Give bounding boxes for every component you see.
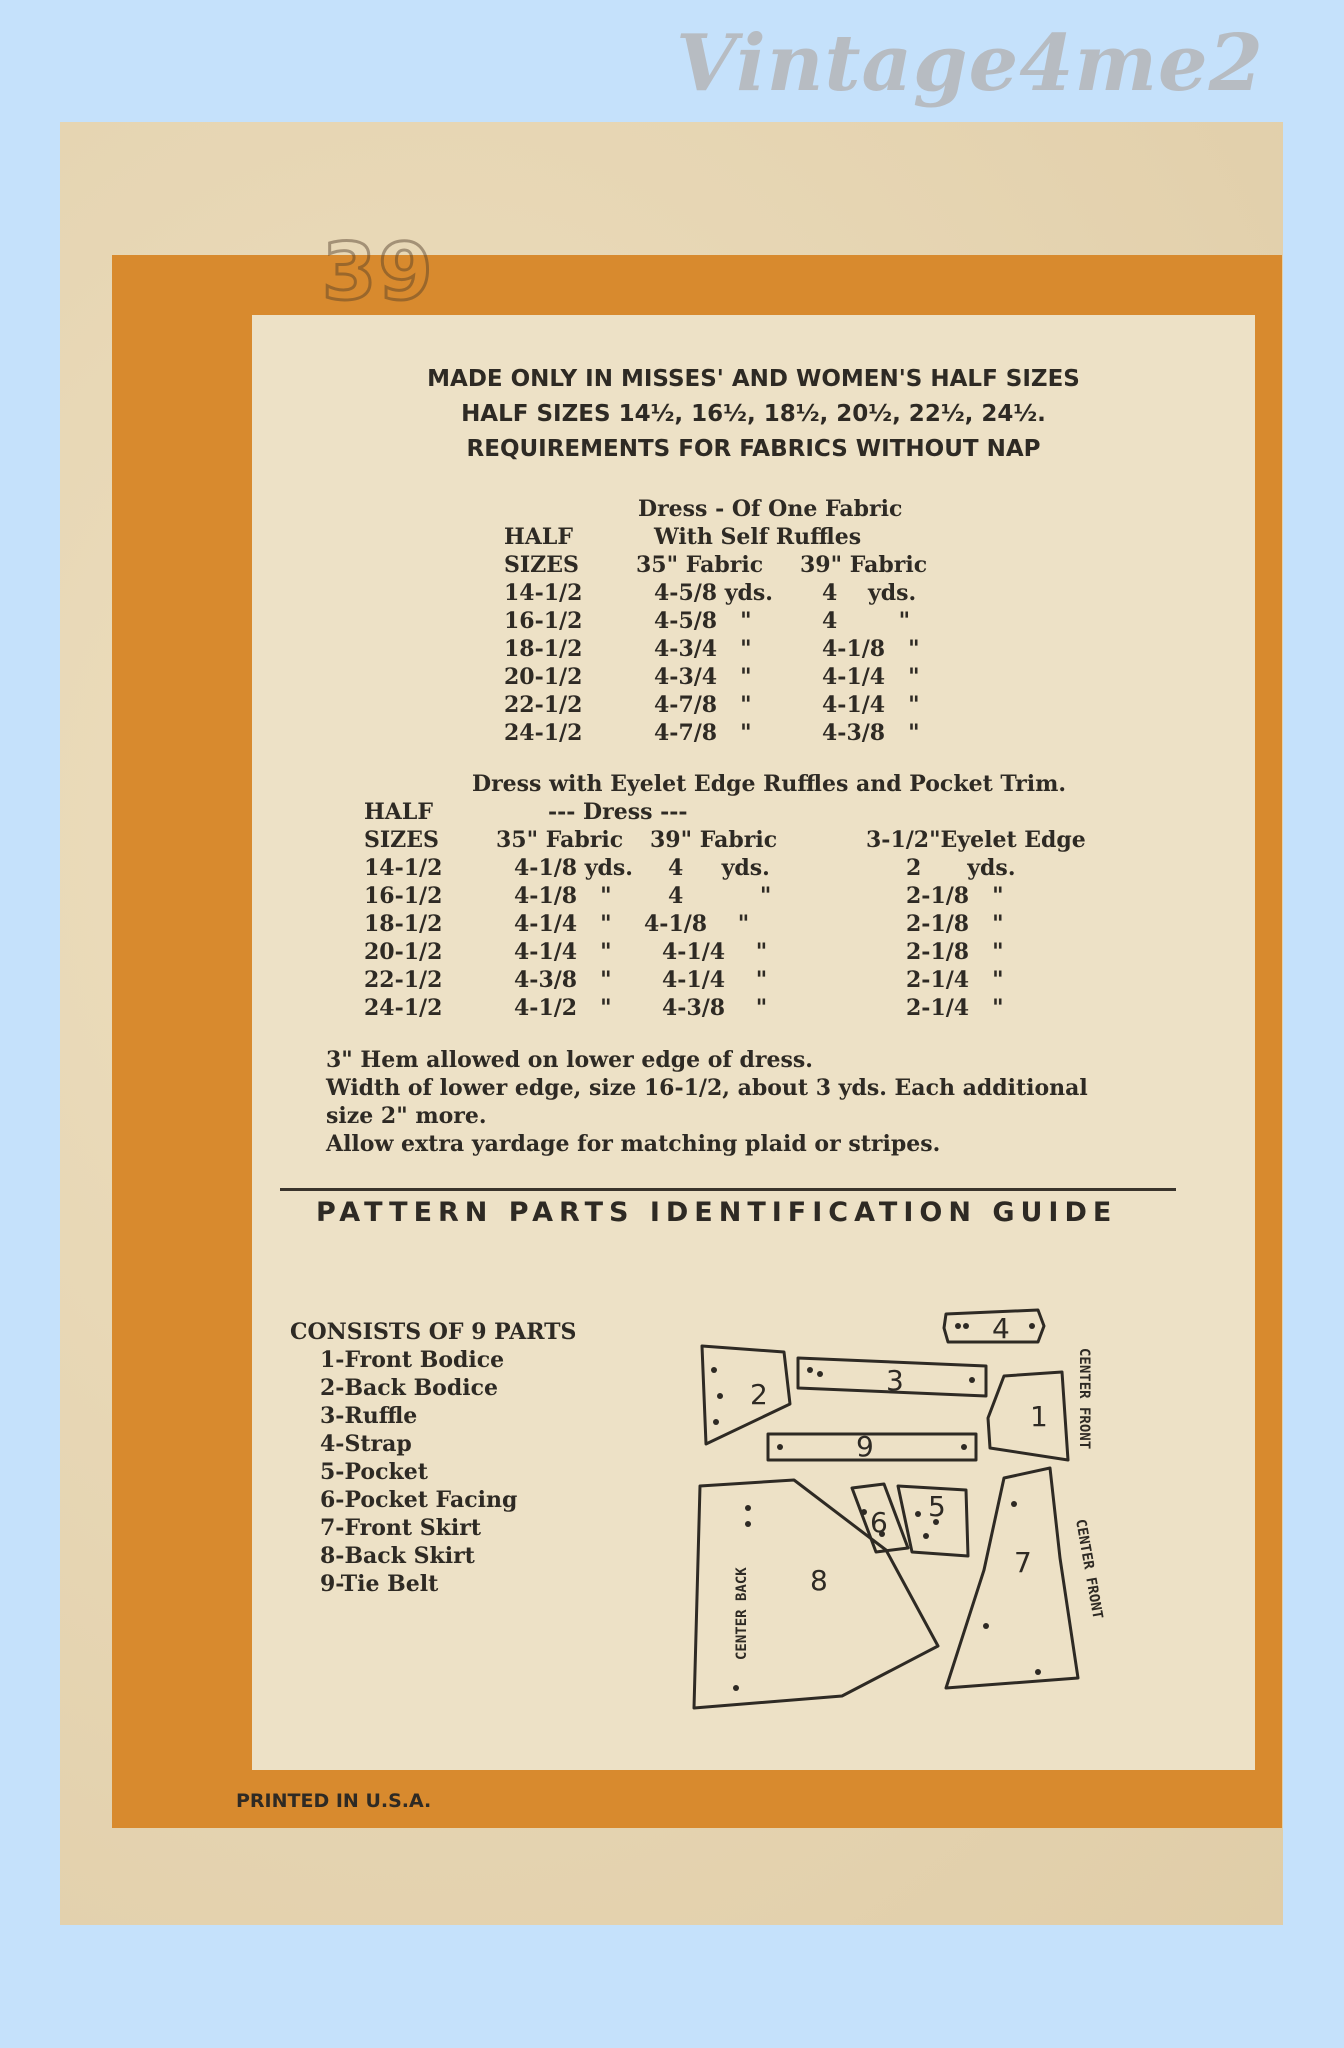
table-row-value: 4-1/4 " xyxy=(514,939,612,965)
table-row-value: 4-3/4 " xyxy=(654,636,752,662)
piece-1-front-bodice xyxy=(988,1372,1068,1460)
table-row-value: 4-1/8 " xyxy=(514,883,612,909)
notch-dot xyxy=(963,1323,969,1329)
table-row-value: 4-3/8 " xyxy=(514,967,612,993)
table1-subtitle: With Self Ruffles xyxy=(654,524,862,550)
notch-dot xyxy=(961,1444,967,1450)
table-row-value: 4 " xyxy=(668,883,772,909)
table-row-value: 4-3/8 " xyxy=(662,995,768,1021)
table-row-value: 4 " xyxy=(822,608,911,634)
table-row-value: 4-1/2 " xyxy=(514,995,612,1021)
notch-dot xyxy=(733,1685,739,1691)
table2-col-half: HALF xyxy=(364,799,433,825)
center-front-label: CENTER FRONT xyxy=(1072,1517,1106,1621)
table-row-value: 4 yds. xyxy=(668,855,770,881)
piece-number: 9 xyxy=(856,1430,874,1463)
watermark-logo: Vintage4me2 xyxy=(676,18,1264,109)
table-row-value: 2-1/8 " xyxy=(906,911,1004,937)
piece-number: 5 xyxy=(928,1490,946,1523)
notch-dot xyxy=(817,1371,823,1377)
table-row-value: 2-1/8 " xyxy=(906,939,1004,965)
notch-dot xyxy=(955,1323,961,1329)
table1-col-35: 35" Fabric xyxy=(636,552,764,578)
table-row-size: 22-1/2 xyxy=(504,692,583,718)
table-row-size: 20-1/2 xyxy=(504,664,583,690)
piece-number: 7 xyxy=(1014,1546,1032,1579)
list-item: 1-Front Bodice xyxy=(320,1347,505,1373)
table-row-size: 16-1/2 xyxy=(364,883,443,909)
notch-dot xyxy=(983,1623,989,1629)
table-row-value: 4-1/4 " xyxy=(822,692,920,718)
notch-dot xyxy=(717,1393,723,1399)
note-width: Width of lower edge, size 16-1/2, about 3 yds. Each additional xyxy=(326,1075,1088,1101)
table-row-size: 16-1/2 xyxy=(504,608,583,634)
table-row-value: 4-1/4 " xyxy=(662,939,768,965)
piece-2-back-bodice xyxy=(702,1346,790,1444)
table-row-value: 4-1/4 " xyxy=(514,911,612,937)
table2-title: Dress with Eyelet Edge Ruffles and Pocket Trim. xyxy=(472,771,1067,797)
table-row-value: 4-5/8 yds. xyxy=(654,580,773,606)
notch-dot xyxy=(1011,1501,1017,1507)
notch-dot xyxy=(923,1533,929,1539)
table-row-value: 2-1/8 " xyxy=(906,883,1004,909)
notch-dot xyxy=(969,1377,975,1383)
table-row-size: 14-1/2 xyxy=(504,580,583,606)
table-row-value: 2 yds. xyxy=(906,855,1016,881)
list-item: 5-Pocket xyxy=(320,1459,428,1485)
printed-in-usa: PRINTED IN U.S.A. xyxy=(236,1790,432,1812)
parts-count: CONSISTS OF 9 PARTS xyxy=(290,1319,577,1345)
table1-title: Dress - Of One Fabric xyxy=(638,496,903,522)
list-item: 8-Back Skirt xyxy=(320,1543,475,1569)
list-item: 2-Back Bodice xyxy=(320,1375,498,1401)
notch-dot xyxy=(777,1444,783,1450)
stamp-number: 39 xyxy=(322,228,435,318)
table2-col-eyelet: 3-1/2"Eyelet Edge xyxy=(866,827,1086,853)
table-row-size: 22-1/2 xyxy=(364,967,443,993)
center-back-label: CENTER BACK xyxy=(734,1567,750,1660)
table1-col-sizes: SIZES xyxy=(504,552,579,578)
section-divider xyxy=(280,1188,1176,1191)
table-row-value: 4-7/8 " xyxy=(654,692,752,718)
table-row-value: 2-1/4 " xyxy=(906,967,1004,993)
table-row-value: 4-1/4 " xyxy=(822,664,920,690)
notch-dot xyxy=(1029,1323,1035,1329)
table-row-value: 2-1/4 " xyxy=(906,995,1004,1021)
table-row-value: 4 yds. xyxy=(822,580,917,606)
table-row-value: 4-7/8 " xyxy=(654,720,752,746)
table-row-size: 20-1/2 xyxy=(364,939,443,965)
table2-col-dress: --- Dress --- xyxy=(548,799,688,825)
table-row-value: 4-3/8 " xyxy=(822,720,920,746)
list-item: 7-Front Skirt xyxy=(320,1515,481,1541)
piece-number: 6 xyxy=(870,1506,888,1539)
notch-dot xyxy=(861,1509,867,1515)
header-line-3: REQUIREMENTS FOR FABRICS WITHOUT NAP xyxy=(466,436,1041,462)
table2-col-sizes: SIZES xyxy=(364,827,439,853)
list-item: 4-Strap xyxy=(320,1431,412,1457)
table-row-value: 4-1/8 " xyxy=(822,636,920,662)
table-row-value: 4-5/8 " xyxy=(654,608,752,634)
table-row-size: 18-1/2 xyxy=(504,636,583,662)
table2-col-39: 39" Fabric xyxy=(650,827,778,853)
list-item: 9-Tie Belt xyxy=(320,1571,439,1597)
header-line-2: HALF SIZES 14½, 16½, 18½, 20½, 22½, 24½. xyxy=(461,401,1046,427)
notch-dot xyxy=(745,1521,751,1527)
table1-col-half: HALF xyxy=(504,524,573,550)
table2-col-35: 35" Fabric xyxy=(496,827,624,853)
note-hem: 3" Hem allowed on lower edge of dress. xyxy=(326,1047,813,1073)
notch-dot xyxy=(915,1511,921,1517)
notch-dot xyxy=(1035,1669,1041,1675)
table-row-size: 14-1/2 xyxy=(364,855,443,881)
piece-number: 4 xyxy=(992,1312,1010,1345)
notch-dot xyxy=(807,1367,813,1373)
list-item: 3-Ruffle xyxy=(320,1403,418,1429)
pattern-pieces-diagram xyxy=(686,1300,1136,1730)
note-plaid: Allow extra yardage for matching plaid or stripes. xyxy=(326,1131,941,1157)
table-row-size: 24-1/2 xyxy=(364,995,443,1021)
piece-number: 1 xyxy=(1030,1400,1048,1433)
notch-dot xyxy=(711,1367,717,1373)
piece-number: 8 xyxy=(810,1564,828,1597)
table-row-size: 24-1/2 xyxy=(504,720,583,746)
header-line-1: MADE ONLY IN MISSES' AND WOMEN'S HALF SIZES xyxy=(427,366,1080,392)
center-front-label: CENTER FRONT xyxy=(1076,1348,1092,1450)
note-size: size 2" more. xyxy=(326,1103,487,1129)
guide-title: PATTERN PARTS IDENTIFICATION GUIDE xyxy=(316,1197,1118,1228)
table-row-value: 4-1/8 yds. xyxy=(514,855,633,881)
table-row-size: 18-1/2 xyxy=(364,911,443,937)
table-row-value: 4-1/8 " xyxy=(644,911,750,937)
table-row-value: 4-3/4 " xyxy=(654,664,752,690)
notch-dot xyxy=(713,1419,719,1425)
notch-dot xyxy=(745,1505,751,1511)
piece-number: 3 xyxy=(886,1364,904,1397)
table1-col-39: 39" Fabric xyxy=(800,552,928,578)
list-item: 6-Pocket Facing xyxy=(320,1487,518,1513)
table-row-value: 4-1/4 " xyxy=(662,967,768,993)
piece-number: 2 xyxy=(750,1378,768,1411)
